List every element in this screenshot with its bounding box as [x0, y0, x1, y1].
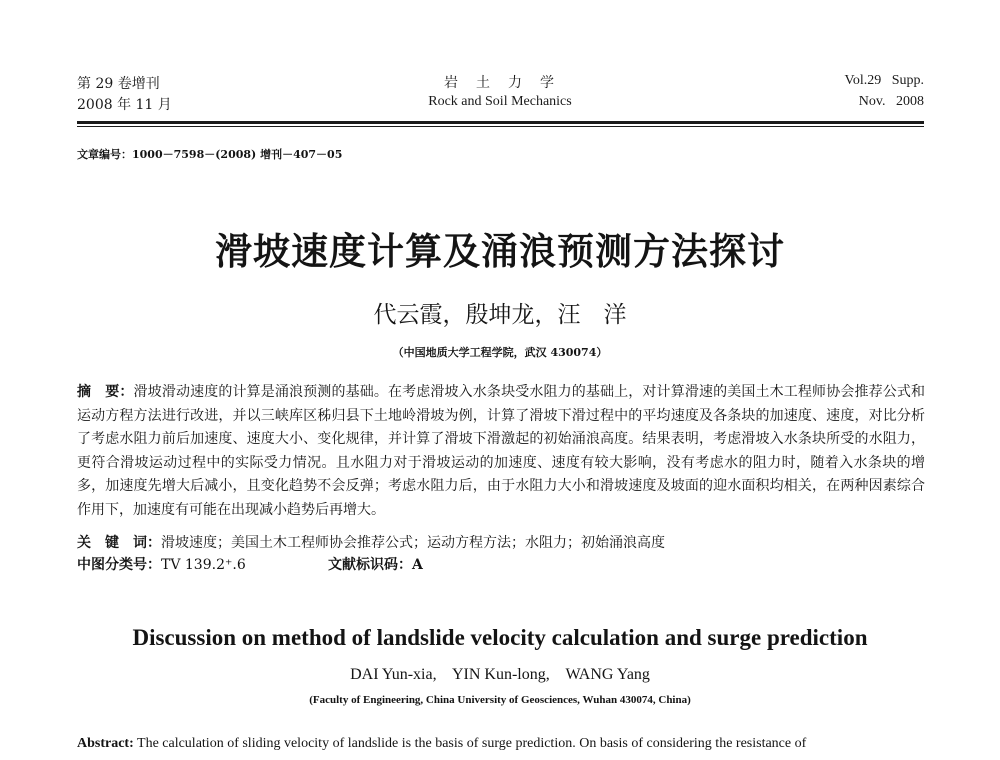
abstract-cn	[77, 381, 925, 522]
classification-number	[77, 554, 246, 574]
keywords-cn-label: 关 键 词：	[77, 535, 161, 551]
classification-value: TV 139.2⁺.6	[161, 557, 246, 573]
abstract-en	[77, 736, 806, 752]
keywords-cn-text: 滑坡速度；美国土木工程师协会推荐公式；运动方程方法；水阻力；初始涌浪高度	[161, 535, 665, 551]
authors-en: DAI Yun-xia, YIN Kun-long, WANG Yang	[350, 666, 650, 683]
abstract-en-label: Abstract:	[77, 736, 134, 751]
keywords-cn	[77, 532, 665, 552]
journal-name-cn: 岩 土 力 学	[444, 75, 556, 91]
abstract-en-text: The calculation of sliding velocity of landslide is the basis of surge prediction. On basis of considering the resistance of	[133, 736, 807, 751]
article-number-value: 1000－7598－(2008) 增刊－407－05	[132, 148, 343, 161]
document-code-value: A	[412, 557, 423, 573]
paper-title-cn: 滑坡速度计算及涌浪预测方法探讨	[215, 230, 785, 273]
header-rule-thick	[77, 121, 924, 124]
header-volume: Vol.29 Supp.	[844, 73, 924, 88]
article-number	[77, 146, 342, 162]
affiliation-en: (Faculty of Engineering, China University of Geosciences, Wuhan 430074, China)	[309, 694, 691, 706]
abstract-cn-text: 滑坡滑动速度的计算是涌浪预测的基础。在考虑滑坡入水条块受水阻力的基础上，对计算滑速的美国土木工程师协会推荐公式和运动方程方法进行改进，并以三峡库区秭归县下土地岭滑坡为例，计算了滑坡下滑过程中的平均速度及各条块的加速度、速度，对比分析了考虑水阻力前后加速度、速度大小、变化规律，并计算了滑坡下滑激起的初始涌浪高度。结果表明，考虑滑坡入水条块所受的水阻力，更符合滑坡运动过程中的实际受力情况。且水阻力对于滑坡运动的加速度、速度有较大影响，没有考虑水的阻力时，随着入水条块的增多，加速度先增大后减小，且变化趋势不会反弹；考虑水阻力后，由于水阻力大小和滑坡速度及坡面的迎水面积均相关，在两种因素综合作用下，加速度有可能在出现减小趋势后再增大。	[77, 384, 926, 518]
abstract-cn-label: 摘 要：	[77, 384, 134, 400]
authors-cn: 代云霞，殷坤龙，汪 洋	[373, 302, 627, 328]
paper-title-en: Discussion on method of landslide velocity calculation and surge prediction	[132, 625, 868, 650]
document-code	[328, 554, 423, 574]
article-number-label: 文章编号：	[77, 148, 132, 161]
document-code-label: 文献标识码：	[328, 557, 412, 573]
header-month: Nov. 2008	[858, 94, 924, 109]
header-issue: 第 29 卷增刊	[77, 76, 160, 92]
journal-name-en: Rock and Soil Mechanics	[428, 94, 572, 109]
header-rule-thin	[77, 126, 924, 127]
classification-label: 中图分类号：	[77, 557, 161, 573]
header-date: 2008 年 11 月	[77, 97, 172, 113]
affiliation-cn: （中国地质大学工程学院，武汉 430074）	[392, 346, 608, 359]
